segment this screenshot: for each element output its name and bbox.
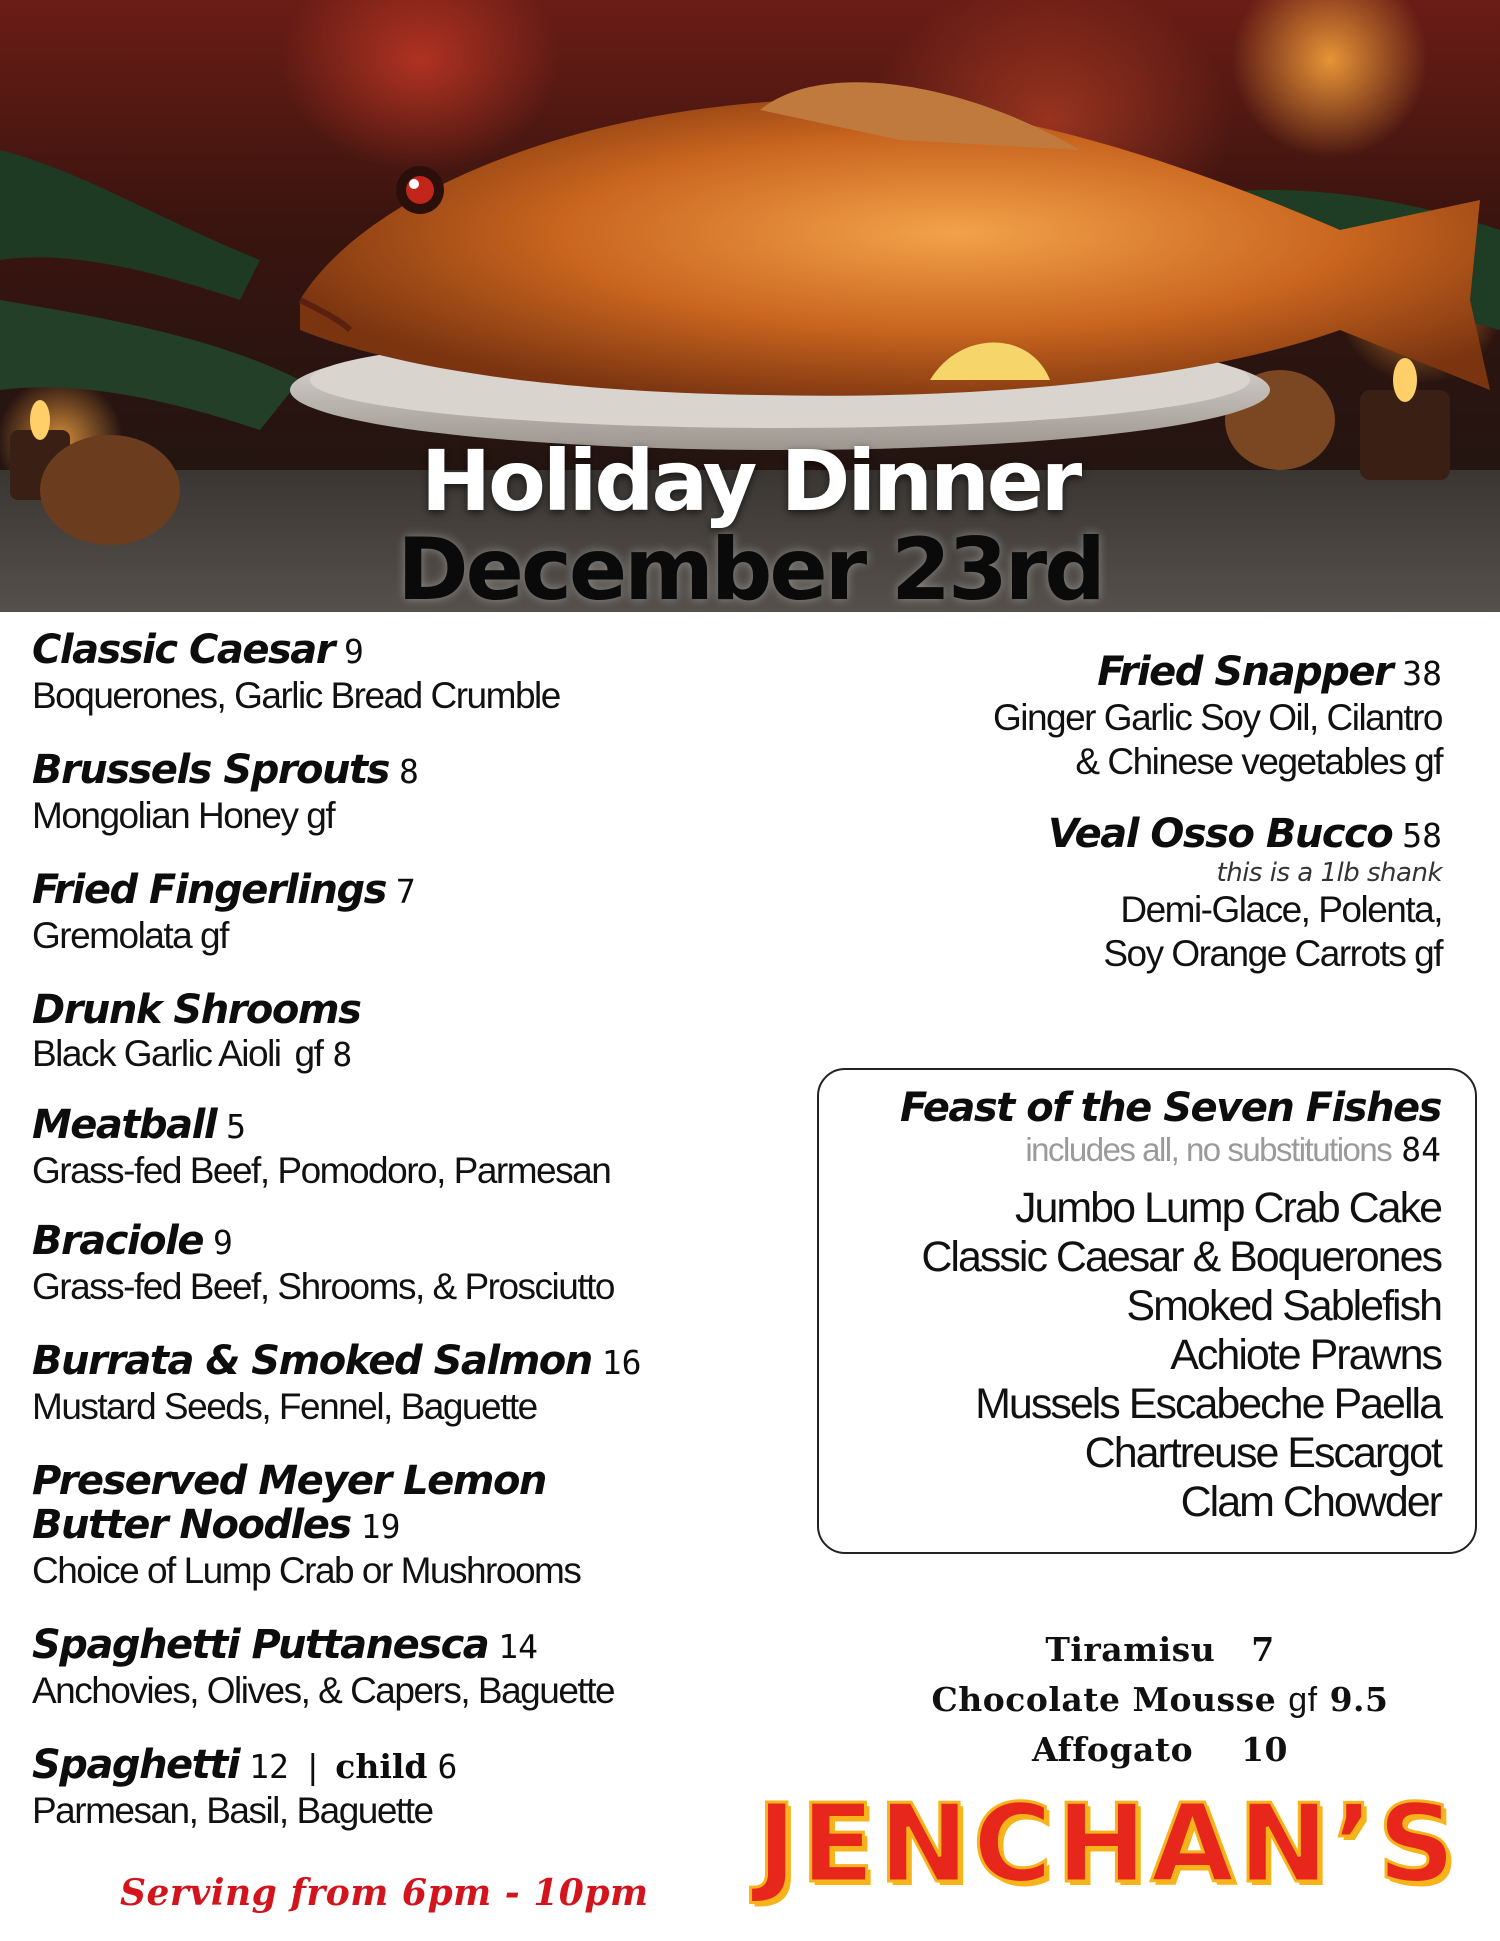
- item-description: Parmesan, Basil, Baguette: [32, 1790, 433, 1831]
- item-name: Braciole 9: [32, 1218, 233, 1264]
- item-name: Meatball 5: [32, 1102, 246, 1148]
- item-description: & Chinese vegetables gf: [1075, 741, 1442, 782]
- item-name: Spaghetti Puttanesca 14: [32, 1622, 539, 1668]
- child-label: child: [335, 1747, 428, 1786]
- item-name: Burrata & Smoked Salmon 16: [32, 1338, 642, 1384]
- item-price: 16: [601, 1343, 642, 1382]
- item-price: 12: [249, 1747, 289, 1786]
- hero-image: [0, 0, 1500, 612]
- menu-item: [32, 1743, 792, 1833]
- item-price: 38: [1402, 654, 1442, 693]
- menu-item: [32, 988, 792, 1077]
- item-description: Ginger Garlic Soy Oil, Cilantro: [992, 697, 1442, 738]
- dessert-price: 10: [1241, 1730, 1289, 1769]
- event-date: December 23rd: [397, 520, 1103, 612]
- menu-item: [32, 748, 792, 838]
- menu-item: [32, 628, 792, 718]
- item-description: Grass-fed Beef, Pomodoro, Parmesan: [32, 1150, 611, 1191]
- item-name-line1: Preserved Meyer Lemon: [32, 1458, 546, 1504]
- feast-note: includes all, no substitutions 84: [1025, 1130, 1441, 1169]
- item-price: 9: [344, 632, 364, 671]
- child-price: 6: [437, 1747, 458, 1786]
- dessert-item: Chocolate Mousse gf 9.5: [931, 1680, 1389, 1719]
- item-description: Mustard Seeds, Fennel, Baguette: [32, 1386, 537, 1427]
- serving-hours: Serving from 6pm - 10pm: [120, 1872, 649, 1914]
- item-name: Spaghetti 12 | child 6: [32, 1742, 458, 1788]
- dessert-item: Tiramisu 7: [1045, 1630, 1275, 1669]
- feast-item: Classic Caesar & Boquerones: [921, 1233, 1441, 1281]
- item-price: 9: [212, 1223, 233, 1262]
- feast-price: 84: [1401, 1130, 1441, 1169]
- item-description: Anchovies, Olives, & Capers, Baguette: [32, 1670, 615, 1711]
- feast-title: Feast of the Seven Fishes: [900, 1085, 1441, 1131]
- feast-item: Jumbo Lump Crab Cake: [1014, 1184, 1441, 1232]
- item-price: 19: [360, 1507, 401, 1546]
- item-name: Veal Osso Bucco 58: [1048, 811, 1442, 857]
- price-separator: |: [302, 1747, 322, 1786]
- item-description: Black Garlic Aioli gf 8: [32, 1033, 353, 1074]
- item-description: Grass-fed Beef, Shrooms, & Prosciutto: [32, 1266, 614, 1307]
- item-price: 8: [398, 752, 419, 791]
- right-menu: [802, 650, 1442, 1004]
- feast-item: Chartreuse Escargot: [1084, 1429, 1441, 1477]
- item-name-line2: Butter Noodles 19: [32, 1502, 401, 1548]
- dessert-price: 9.5: [1329, 1680, 1389, 1719]
- menu-item: [32, 1623, 792, 1713]
- menu-item: [32, 1219, 792, 1309]
- left-menu: [32, 628, 792, 1863]
- item-description: Mongolian Honey gf: [32, 795, 335, 836]
- item-description: Choice of Lump Crab or Mushrooms: [32, 1550, 581, 1591]
- item-description: Soy Orange Carrots gf: [1103, 933, 1442, 974]
- item-price: 5: [226, 1107, 246, 1146]
- item-description: Gremolata gf: [32, 915, 228, 956]
- gluten-free-tag: gf: [1288, 1681, 1318, 1719]
- item-name: Classic Caesar 9: [32, 627, 364, 673]
- item-price: 58: [1402, 816, 1442, 855]
- feast-item: Mussels Escabeche Paella: [975, 1380, 1441, 1428]
- item-price: 14: [498, 1627, 539, 1666]
- item-name: Fried Fingerlings 7: [32, 867, 416, 913]
- dessert-item: Affogato 10: [1031, 1730, 1289, 1769]
- feast-item: Clam Chowder: [1180, 1478, 1441, 1526]
- feast-box: [817, 1068, 1477, 1554]
- item-name: Fried Snapper 38: [1097, 649, 1442, 695]
- item-description: Boquerones, Garlic Bread Crumble: [32, 675, 560, 716]
- dessert-list: [860, 1625, 1460, 1775]
- menu-item: [802, 650, 1442, 784]
- page-title: Holiday Dinner: [420, 432, 1080, 530]
- item-description: Demi-Glace, Polenta,: [1120, 889, 1442, 930]
- menu-item: [802, 812, 1442, 976]
- item-name: Brussels Sprouts 8: [32, 747, 419, 793]
- menu-item: [32, 1459, 792, 1593]
- item-name: Drunk Shrooms: [32, 987, 361, 1033]
- brand-logo: JENCHAN’S: [756, 1782, 1460, 1907]
- item-price: 8: [332, 1035, 353, 1074]
- item-note: this is a 1lb shank: [1216, 858, 1442, 888]
- menu-item: [32, 868, 792, 958]
- menu-item: [32, 1103, 792, 1193]
- feast-item: Smoked Sablefish: [1126, 1282, 1441, 1330]
- feast-list: [819, 1184, 1441, 1527]
- item-price: 7: [395, 872, 416, 911]
- dessert-price: 7: [1251, 1630, 1275, 1669]
- gluten-free-tag: gf: [294, 1033, 323, 1074]
- menu-item: [32, 1339, 792, 1429]
- feast-item: Achiote Prawns: [1170, 1331, 1441, 1379]
